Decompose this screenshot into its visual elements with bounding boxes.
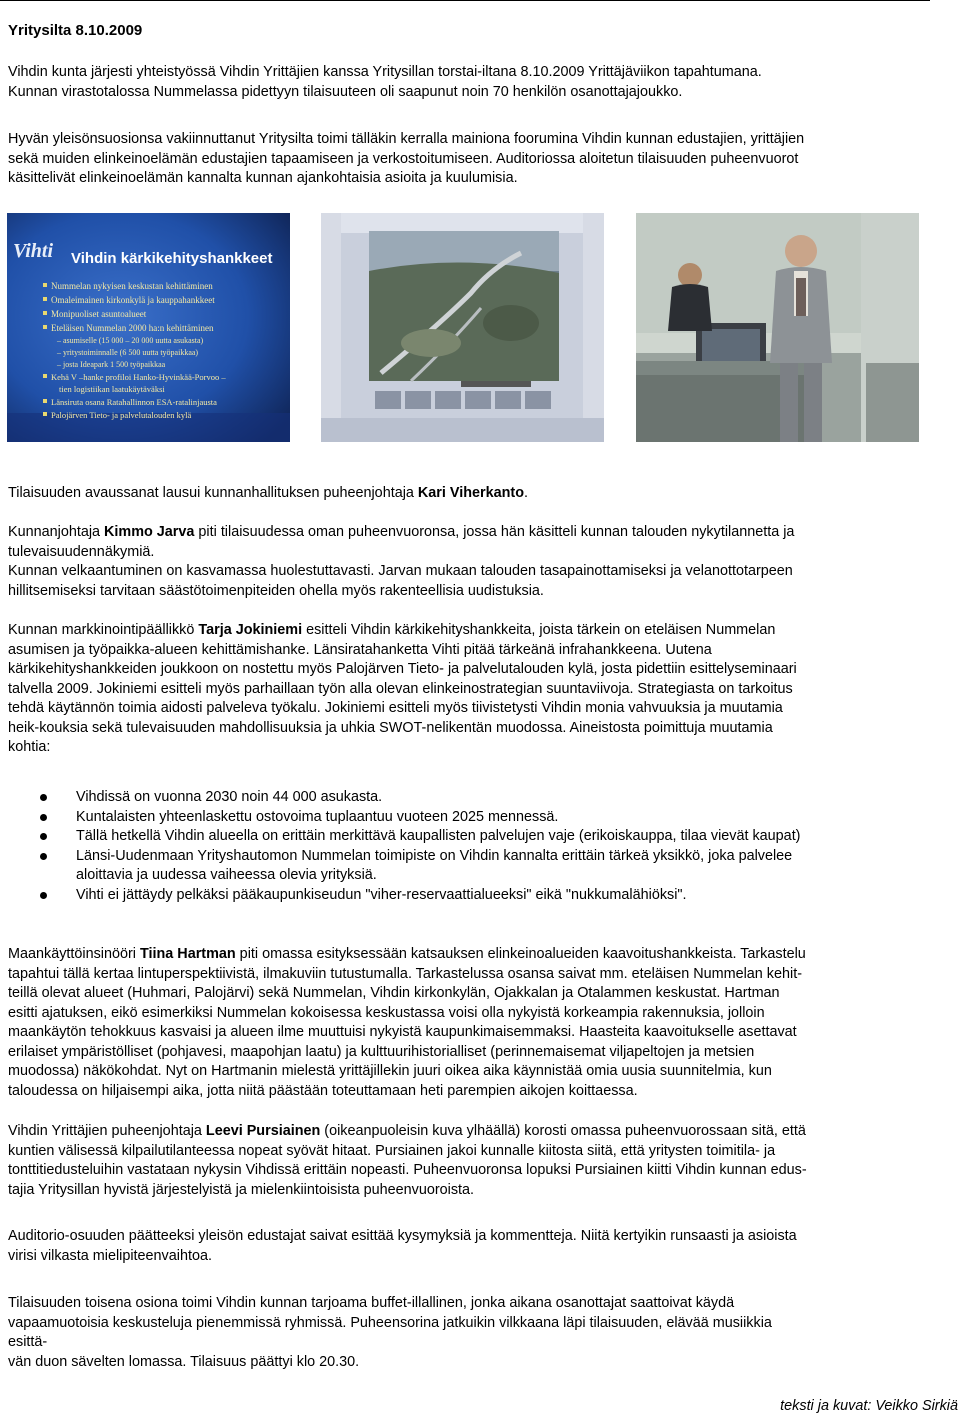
slide-logo: Vihti: [13, 240, 54, 262]
bullet-icon: [40, 814, 47, 821]
person-name: Leevi Pursiainen: [205, 1123, 321, 1139]
text-line: esittä-: [8, 1334, 48, 1350]
text-segment: Tilaisuuden avaussanat lausui kunnanhallituksen puheenjohtaja: [8, 485, 418, 501]
person-name: Tarja Jokiniemi: [198, 622, 303, 638]
text-line: heik-kouksia sekä tulevaisuuden mahdollisuuksia ja uhkia SWOT-nelikentän muodossa. Aineistosta poimittuja muutamia: [8, 719, 773, 736]
text-line: käsittelivät elinkeinoelämän kannalta kunnan ajankohtaisia asioita ja kuulumisia.: [8, 170, 518, 186]
top-rule: [0, 0, 930, 1]
text-line: Auditorio-osuuden päätteeksi yleisön edustajat saivat esittää kysymyksiä ja kommentteja. Niitä kertyikin runsaasti ja asioista: [8, 1228, 797, 1244]
intro-paragraph: [8, 63, 958, 102]
slide-line: Eteläisen Nummelan 2000 ha:n kehittäminen: [51, 323, 214, 333]
person-name: Tiina Hartman: [139, 946, 236, 962]
text-line: vän duon sävelten lomassa. Tilaisuus päättyi klo 20.30.: [8, 1353, 360, 1370]
paragraph-yleisonsuosio: [8, 130, 958, 189]
slide-line: Monipuoliset asuntoalueet: [51, 309, 147, 319]
text-segment: .: [524, 485, 529, 501]
text-segment: Kunnanjohtaja: [8, 524, 105, 540]
text-segment: piti omassa esityksessään katsauksen elinkeinoalueiden kaavoitushankkeista. Tarkastelu: [235, 946, 806, 962]
photo-slide-projection: [7, 213, 290, 442]
list-item-text: Vihti ei jättäydy pelkäksi pääkaupunkiseudun "viher-reservaattialueeksi" eikä "nukkumalähiöksi".: [76, 886, 687, 903]
paragraph-avaus: [8, 484, 958, 504]
text-line: Kunnan velkaantuminen on kasvamassa huolestuttavasti. Jarvan mukaan talouden tasapainottamiseksi ja velanottotarpeen: [8, 563, 793, 579]
text-line: kärkikehityshankkeiden joukkoon on nostettu myös Palojärven Tieto- ja palvelutalouden kylä, josta pidettiin esittelyseminaari: [8, 661, 797, 677]
list-item: [40, 847, 950, 886]
text-line: tulevaisuudennäkymiä.: [8, 543, 155, 560]
bullet-icon: [40, 853, 47, 860]
text-line: hillitsemiseksi tarvitaan säästötoimenpiteiden ohella myös rakenteellisia uudistuksia.: [8, 582, 544, 599]
text-line: tajia Yritysillan hyvistä järjestelyistä ja mielenkiintoisista puheenvuoroista.: [8, 1181, 475, 1198]
text-line: taloudessa on hiljaisempi aika, jotta niitä päästään toteuttamaan heti parempien aikojen koittaessa.: [8, 1082, 638, 1099]
bullet-icon: [40, 892, 47, 899]
text-line: teillä olevat alueet (Huhmari, Palojärvi) sekä Nummelan, Vihdin kirkonkylän, Ojakkalan ja Otalammen keskustat. Hartman: [8, 985, 780, 1001]
text-line: vapaamuotoisia keskusteluja pienemmissä ryhmissä. Puheensorina jatkuikin vilkkaana läpi tilaisuuden, elävää musiikkia: [8, 1314, 772, 1331]
list-item-text: Kuntalaisten yhteenlaskettu ostovoima tuplaantuu vuoteen 2025 mennessä.: [76, 808, 559, 825]
paragraph-buffet: [8, 1294, 958, 1372]
text-segment: (oikeanpuoleisin kuva ylhäällä) korosti omassa puheenvuorossaan sitä, että: [320, 1123, 806, 1139]
slide-line: Länsiruta osana Ratahallinnon ESA-ratalinjausta: [51, 397, 217, 407]
list-item-text: Tällä hetkellä Vihdin alueella on erittäin merkittävä kaupallisten palvelujen vaje (erikoiskauppa, tilaa vievät kaupat): [76, 828, 801, 844]
slide-line: Kehä V –hanke profiloi Hanko-Hyvinkää-Porvoo –: [51, 372, 226, 382]
intro-line: Kunnan virastotalossa Nummelassa pidettyyn tilaisuuteen oli saapunut noin 70 henkilön osanottajajoukko.: [8, 83, 683, 100]
text-line: muodossa) näkökohdat. Nyt on Hartmanin mielestä yrittäjillekin juuri oikea aika käynnistää omia uusia suunnitelmia, kun: [8, 1063, 772, 1079]
intro-line: Vihdin kunta järjesti yhteistyössä Vihdin Yrittäjien kanssa Yritysillan torstai-iltana 8.10.2009 Yrittäjäviikon tapahtumana.: [8, 64, 762, 80]
text-line: talvella 2009. Jokiniemi esitteli myös parhaillaan työn alla olevan elinkeinostrategian suuntaviivoja. Strategiasta on tarkoitus: [8, 680, 793, 697]
text-line: tapahtui tällä kertaa lintuperspektiivistä, ilmakuviin tutustumalla. Tarkastelussa osansa saivat mm. eteläisen Nummelan kehit-: [8, 965, 802, 982]
bullet-icon: [40, 794, 47, 801]
list-item-text: aloittavia ja uudessa vaiheessa olevia yrityksiä.: [76, 867, 377, 883]
text-line: kuntien välisessä kilpailutilanteessa nopeat syövät hitaat. Pursiainen jakoi kunnalle kiitosta siitä, että yritysten toimitila- ja: [8, 1142, 776, 1159]
text-line: erilaiset ympäristölliset (pohjavesi, maapohjan laatu) ja kulttuurihistorialliset (perinnemaisemat viljapeltojen ja metsien: [8, 1043, 755, 1060]
page-title: Yritysilta 8.10.2009: [8, 22, 143, 39]
text-line: tonttitiedusteluihin vastataan nykysin Vihdissä erittäin nopeasti. Puheenvuoronsa lopuksi Pursiainen kiitti Vihdin kunnan edus-: [8, 1162, 807, 1178]
paragraph-hartman: [8, 945, 958, 1101]
person-name: Kari Viherkanto: [417, 485, 525, 501]
paragraph-jarva: [8, 523, 958, 601]
bullet-list: [40, 788, 950, 905]
text-segment: Kunnan markkinointipäällikkö: [8, 622, 199, 638]
text-line: virisi vilkasta mielipiteenvaihtoa.: [8, 1247, 212, 1264]
list-item: [40, 827, 950, 847]
slide-line: Palojärven Tieto- ja palvelutalouden kylä: [51, 410, 192, 420]
photo-aerial-projection: [321, 213, 604, 442]
text-segment: piti tilaisuudessa oman puheenvuoronsa, jossa hän käsitteli kunnan talouden nykytilannetta ja: [194, 524, 795, 540]
text-line: tehdä käytännön toimia aidosti palveleva työkalu. Jokiniemi esitteli myös tiivistetysti Vihdin monia vahvuuksia ja muutamia: [8, 700, 783, 716]
text-line: Tilaisuuden toisena osiona toimi Vihdin kunnan tarjoama buffet-illallinen, jonka aikana osanottajat saattoivat käydä: [8, 1295, 735, 1311]
bullet-icon: [40, 833, 47, 840]
person-name: Kimmo Jarva: [104, 524, 195, 540]
list-item: [40, 808, 950, 828]
text-segment: Vihdin Yrittäjien puheenjohtaja: [8, 1123, 206, 1139]
photo-credit: teksti ja kuvat: Veikko Sirkiä: [780, 1398, 958, 1414]
text-segment: Maankäyttöinsinööri: [8, 946, 140, 962]
slide-line: Nummelan nykyisen keskustan kehittäminen: [51, 281, 213, 291]
slide-line: – yritystoiminnalle (6 500 uutta työpaikkaa): [57, 348, 199, 357]
text-line: kohtia:: [8, 739, 51, 755]
text-line: maankäytön tehokkuus kasvaisi ja alueen ilme muuttuisi nykyistä kaupunkimaisemmaksi. Haasteita kaavoitukselle asettavat: [8, 1024, 797, 1040]
paragraph-pursiainen: [8, 1122, 958, 1200]
paragraph-auditorio: [8, 1227, 958, 1266]
photo-speaker: [636, 213, 919, 442]
list-item-text: Vihdissä on vuonna 2030 noin 44 000 asukasta.: [76, 789, 383, 805]
text-line: Hyvän yleisönsuosionsa vakiinnuttanut Yritysilta toimi tälläkin kerralla mainiona foorumina Vihdin kunnan edustajien, yrittäjien: [8, 131, 805, 147]
text-line: asumisen ja työpaikka-alueen kehittämishanke. Länsiratahanketta Vihti pitää tärkeänä infrahankkeena. Uutena: [8, 641, 712, 658]
slide-line: – asumiselle (15 000 – 20 000 uutta asukasta): [57, 336, 204, 345]
slide-heading: Vihdin kärkikehityshankkeet: [71, 250, 273, 267]
paragraph-jokiniemi: [8, 621, 958, 758]
slide-line: – josta Ideapark 1 500 työpaikkaa: [57, 360, 166, 369]
text-segment: esitteli Vihdin kärkikehityshankkeita, joista tärkein on eteläisen Nummelan: [302, 622, 776, 638]
text-line: sekä muiden elinkeinoelämän edustajien tapaamiseen ja verkostoitumiseen. Auditoriossa aloitetun tilaisuuden puheenvuorot: [8, 150, 799, 167]
slide-line: Omaleimainen kirkonkylä ja kauppahankkeet: [51, 295, 215, 305]
list-item: [40, 886, 950, 906]
list-item: [40, 788, 950, 808]
slide-line: tien logistiikan laatukäytäväksi: [59, 384, 165, 394]
list-item-text: Länsi-Uudenmaan Yrityshautomon Nummelan toimipiste on Vihdin kannalta erittäin tärkeä yksikkö, joka palvelee: [76, 847, 793, 864]
text-line: esitti ajatuksen, eikö esimerkiksi Nummelan kokoisessa keskustassa voisi olla nykyistä korkeampia rakennuksia, jolloin: [8, 1004, 765, 1021]
